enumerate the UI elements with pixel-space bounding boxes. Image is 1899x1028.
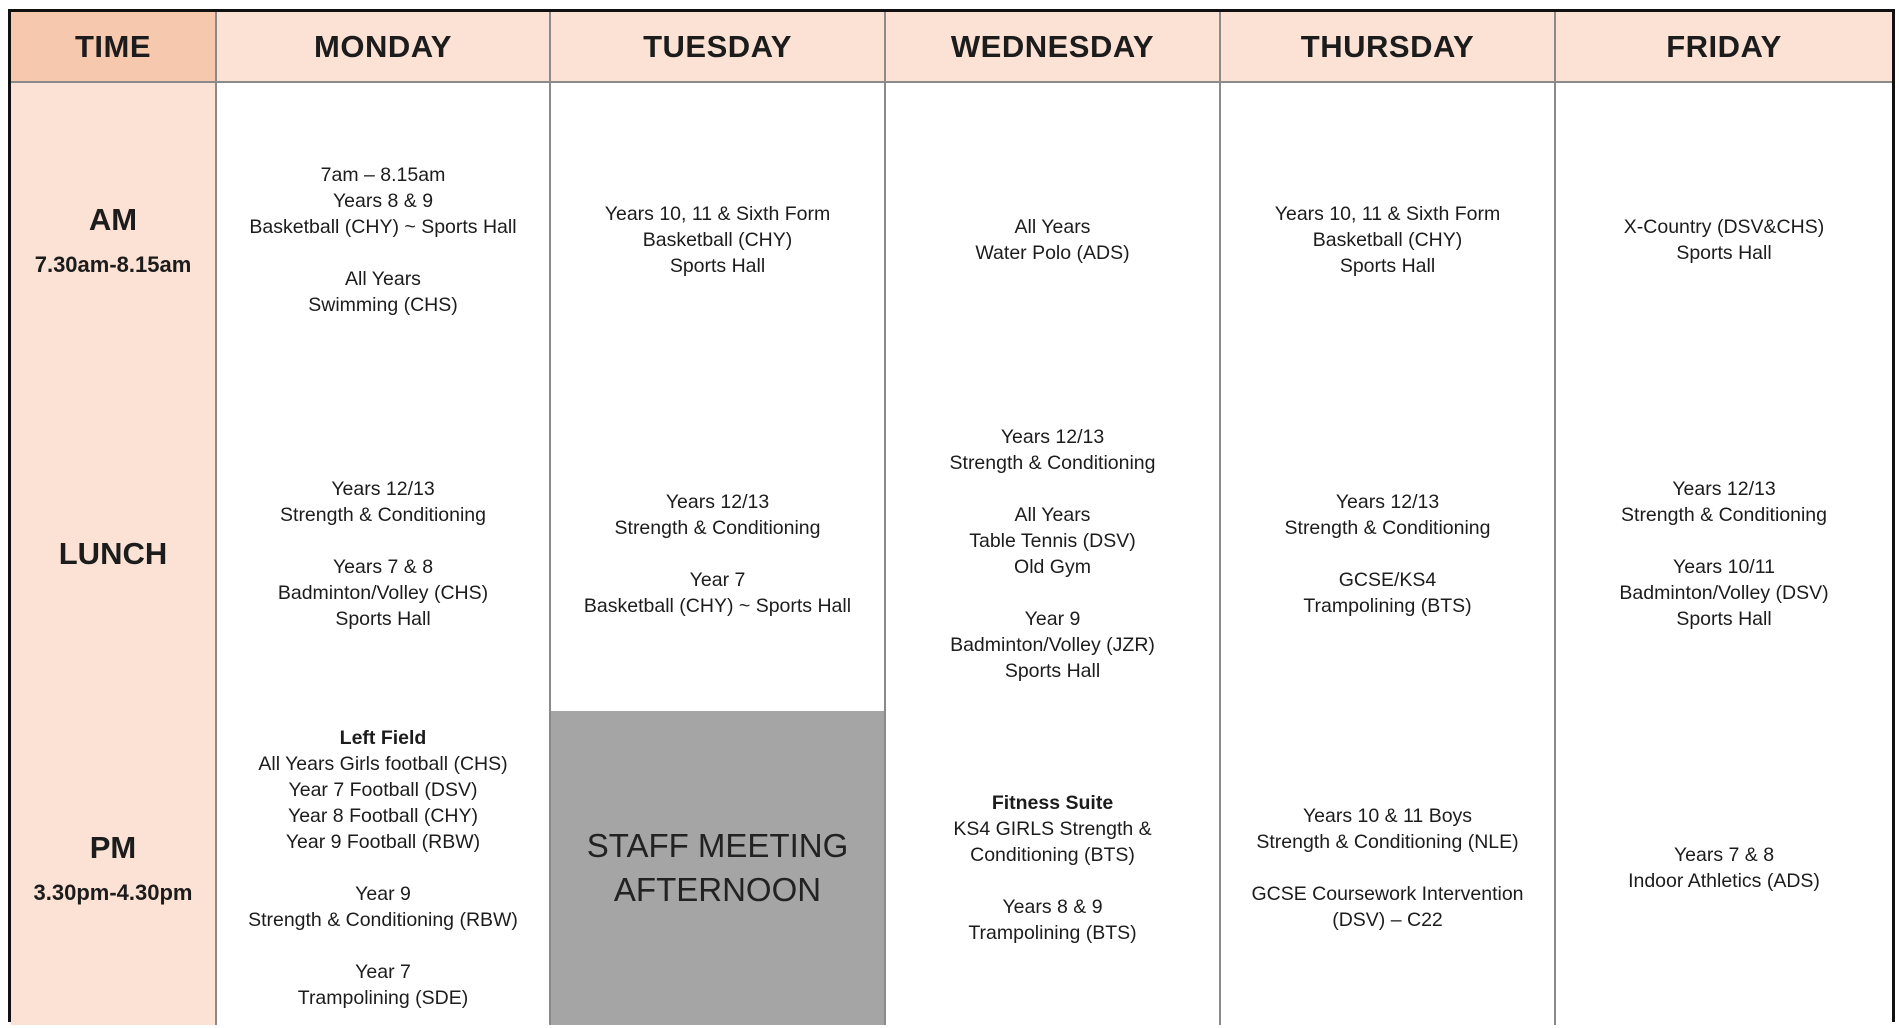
activity-line: Years 7 & 8 [332, 556, 434, 578]
header-time: TIME [11, 12, 217, 83]
activity-line: Table Tennis (DSV) [969, 530, 1136, 552]
slot-lunch [11, 397, 217, 711]
activity-line: Badminton/Volley (JZR) [950, 634, 1155, 656]
activity-line: KS4 GIRLS Strength & [953, 818, 1152, 840]
slot-time: 3.30pm-4.30pm [33, 880, 193, 905]
header-tuesday: TUESDAY [551, 12, 886, 83]
activity-line: Basketball (CHY) [1312, 229, 1463, 251]
activity-line: Sports Hall [1676, 242, 1772, 264]
cell-pm-friday [1556, 711, 1892, 1025]
header-friday: FRIDAY [1556, 12, 1892, 83]
cell-am-wednesday [886, 83, 1221, 397]
activity-line: Years 10/11 [1673, 556, 1775, 578]
activity-line: Years 12/13 [665, 491, 770, 513]
slot-name: PM [89, 830, 137, 865]
slot-am [11, 83, 217, 397]
slot-name: LUNCH [58, 536, 168, 571]
cell-pm-monday [217, 711, 551, 1025]
activity-line: Sports Hall [1676, 608, 1772, 630]
activity-line: Year 8 Football (CHY) [287, 805, 479, 827]
meeting-line: STAFF MEETING [586, 827, 849, 864]
activity-line: Year 9 Football (RBW) [285, 831, 481, 853]
activity-line: Year 7 [689, 569, 746, 591]
meeting-line: AFTERNOON [613, 871, 822, 908]
cell-am-tuesday [551, 83, 886, 397]
activity-line: Swimming (CHS) [308, 294, 458, 316]
activity-line: Old Gym [1014, 556, 1091, 578]
activity-line: Years 12/13 [1335, 491, 1440, 513]
slot-time: 7.30am-8.15am [34, 252, 192, 277]
activity-line: Strength & Conditioning (NLE) [1256, 831, 1519, 853]
venue-heading: Left Field [339, 727, 427, 749]
activity-line: Years 12/13 [331, 478, 435, 500]
activity-line: Year 9 [355, 883, 411, 905]
activity-line: Strength & Conditioning [1621, 504, 1827, 526]
activity-line: All Years [1014, 216, 1091, 238]
activity-line: Years 12/13 [1000, 426, 1105, 448]
activity-line: Strength & Conditioning [1284, 517, 1491, 539]
cell-am-thursday [1221, 83, 1556, 397]
header-thursday: THURSDAY [1221, 12, 1556, 83]
activity-line: (DSV) – C22 [1332, 909, 1443, 931]
header-monday: MONDAY [217, 12, 551, 83]
activity-line: Trampolining (SDE) [297, 987, 469, 1009]
activity-line: Year 9 [1024, 608, 1081, 630]
activity-line: Years 12/13 [1672, 478, 1776, 500]
activity-line: All Years Girls football (CHS) [258, 753, 508, 775]
cell-am-friday [1556, 83, 1892, 397]
activity-line: X-Country (DSV&CHS) [1623, 216, 1825, 238]
activity-line: Badminton/Volley (CHS) [277, 582, 489, 604]
activity-line: Years 7 & 8 [1673, 844, 1775, 866]
activity-line: Years 10, 11 & Sixth Form [1274, 203, 1501, 225]
timetable [8, 9, 1895, 1022]
activity-line: Sports Hall [1339, 255, 1436, 277]
activity-line: All Years [345, 268, 421, 290]
activity-line: Strength & Conditioning (RBW) [248, 909, 518, 931]
activity-line: Year 7 [355, 961, 411, 983]
activity-line: Years 10, 11 & Sixth Form [604, 203, 831, 225]
activity-line: Basketball (CHY) ~ Sports Hall [583, 595, 852, 617]
activity-line: Year 7 Football (DSV) [288, 779, 478, 801]
activity-line: Trampolining (BTS) [1303, 595, 1472, 617]
activity-line: GCSE/KS4 [1338, 569, 1437, 591]
slot-name: AM [88, 202, 138, 237]
header-wednesday: WEDNESDAY [886, 12, 1221, 83]
activity-line: Years 8 & 9 [332, 190, 434, 212]
cell-lunch-friday [1556, 397, 1892, 711]
activity-line: Conditioning (BTS) [970, 844, 1135, 866]
activity-line: Sports Hall [1004, 660, 1101, 682]
cell-lunch-tuesday [551, 397, 886, 711]
activity-line: Strength & Conditioning [280, 504, 486, 526]
activity-line: Trampolining (BTS) [968, 922, 1137, 944]
cell-lunch-wednesday [886, 397, 1221, 711]
activity-line: Sports Hall [669, 255, 766, 277]
venue-heading: Fitness Suite [991, 792, 1114, 814]
activity-line: Badminton/Volley (DSV) [1619, 582, 1829, 604]
cell-lunch-monday [217, 397, 551, 711]
activity-line: Years 8 & 9 [1002, 896, 1103, 918]
cell-am-monday [217, 83, 551, 397]
slot-pm [11, 711, 217, 1025]
activity-line: Water Polo (ADS) [975, 242, 1130, 264]
activity-line: All Years [1014, 504, 1091, 526]
activity-line: GCSE Coursework Intervention [1251, 883, 1524, 905]
activity-line: Years 10 & 11 Boys [1302, 805, 1473, 827]
activity-line: Sports Hall [335, 608, 431, 630]
cell-pm-thursday [1221, 711, 1556, 1025]
staff-meeting-block [551, 711, 886, 1025]
activity-line: Strength & Conditioning [614, 517, 821, 539]
activity-line: Basketball (CHY) [642, 229, 793, 251]
activity-line: 7am – 8.15am [320, 164, 446, 186]
activity-line: Basketball (CHY) ~ Sports Hall [249, 216, 517, 238]
cell-lunch-thursday [1221, 397, 1556, 711]
activity-line: Strength & Conditioning [949, 452, 1156, 474]
cell-pm-wednesday [886, 711, 1221, 1025]
activity-line: Indoor Athletics (ADS) [1628, 870, 1820, 892]
